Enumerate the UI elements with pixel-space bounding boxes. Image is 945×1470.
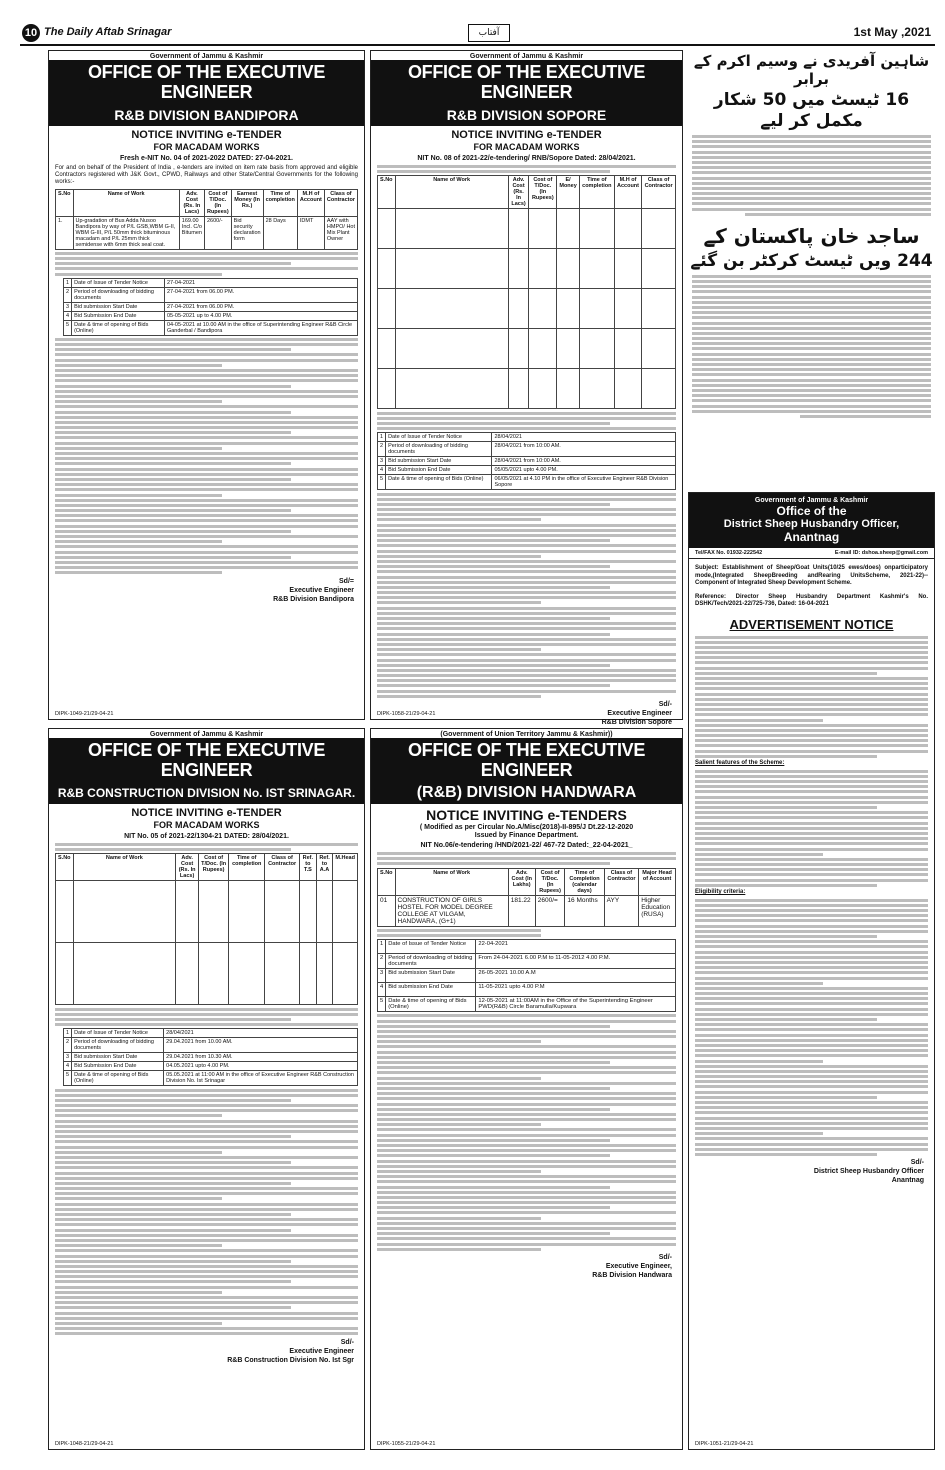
col-header: Class of Contractor [642, 176, 676, 209]
table-row [64, 311, 358, 320]
col-header: S.No [56, 189, 74, 216]
col-header: Major Head of Account [639, 868, 676, 895]
dipk-code: DIPK-1049-21/29-04-21 [55, 711, 114, 717]
table-cell: 169.00 Incl. C/o Bitumen [179, 216, 204, 249]
table-cell: Bid security declaration form [231, 216, 263, 249]
table-cell: 16 Months [565, 895, 604, 926]
notice-heading: NOTICE INVITING e-TENDER [131, 129, 282, 141]
intro-text-block [55, 843, 358, 851]
works-table [55, 189, 358, 250]
works-table [377, 868, 676, 927]
signature-line: Sd/- [658, 1253, 672, 1261]
nit-reference: NIT No. 05 of 2021-22/1304-21 DATED: 28/04/2021. [124, 833, 289, 840]
conditions-text-block [377, 493, 676, 698]
ad-government-line: (Government of Union Territory Jammu & Kashmir)) [440, 731, 613, 738]
dipk-code: DIPK-1058-21/29-04-21 [377, 711, 436, 717]
table-cell: 5 [64, 1071, 72, 1086]
col-header: Class of Contractor [604, 868, 639, 895]
email-address: E-mail ID: dshoa.sheep@gmail.com [834, 550, 928, 556]
ad-subtitle: (R&B) DIVISION HANDWARA [416, 784, 637, 801]
advertisement-sheep-husbandry [688, 492, 935, 1450]
table-row [64, 320, 358, 335]
schedule-table [377, 432, 676, 490]
table-row [64, 302, 358, 311]
table-cell: 5 [378, 475, 386, 490]
table-row [64, 1029, 358, 1038]
signature-block [59, 1338, 354, 1365]
table-cell: 3 [64, 302, 72, 311]
modification-note: ( Modified as per Circular No.A/Misc(2018)-II-895/J Dt.22-12-2020 [419, 824, 634, 831]
conditions-text-block [377, 1014, 676, 1250]
ad-title: OFFICE OF THE EXECUTIVE ENGINEER [407, 740, 646, 780]
signature-block [59, 577, 354, 604]
dipk-code: DIPK-1055-21/29-04-21 [377, 1441, 436, 1447]
signature-title: Executive Engineer [289, 1347, 354, 1355]
table-cell: Bid Submission End Date [72, 311, 165, 320]
table-cell: 2 [64, 1038, 72, 1053]
table-row [378, 457, 676, 466]
col-header: Cost of T/Doc. (In Rupees) [535, 868, 565, 895]
signature-title: District Sheep Husbandry Officer [813, 1168, 924, 1176]
ad-subtitle: R&B DIVISION BANDIPORA [114, 107, 299, 123]
eligibility-list [695, 899, 928, 1156]
newspaper-logo: آفتاب [468, 24, 510, 42]
table-row [378, 940, 676, 954]
table-cell: 29.04.2021 from 10.30 AM. [164, 1053, 358, 1062]
table-cell: 3 [378, 457, 386, 466]
eligibility-heading: Eligibility criteria: [695, 889, 746, 895]
table-cell: 4 [64, 311, 72, 320]
table-row [64, 1062, 358, 1071]
news-headline-3: ساجد خان پاکستان کے [703, 223, 920, 248]
table-cell: Date & time of opening of Bids (Online) [72, 1071, 164, 1086]
ad-government-line: Government of Jammu & Kashmir [149, 731, 264, 738]
col-header: Time of completion [229, 854, 265, 881]
news-body-2 [692, 275, 931, 418]
notice-subheading: FOR MACADAM WORKS [473, 142, 580, 152]
table-row [56, 216, 358, 249]
newspaper-name: The Daily Aftab Srinagar [44, 26, 172, 38]
table-cell: 1 [378, 433, 386, 442]
col-header: Time of completion [579, 176, 614, 209]
page-number: 10 [22, 24, 40, 42]
col-header: Class of Contractor [324, 189, 357, 216]
table-cell: 06/05/2021 at 4.10 PM in the office of Executive Engineer R&B Division Sopore [492, 475, 676, 490]
table-cell: 2 [378, 954, 386, 969]
table-cell: 2600/- [204, 216, 231, 249]
table-cell: 1 [64, 1029, 72, 1038]
salient-features-list [695, 770, 928, 887]
table-cell: Period of downloading of bidding documents [72, 1038, 164, 1053]
dipk-code: DIPK-1048-21/29-04-21 [55, 1441, 114, 1447]
table-cell: 4 [378, 983, 386, 997]
tender-ad-sopore [370, 50, 683, 726]
ad-title-band [49, 60, 364, 126]
col-header: Ref. to T.S [300, 854, 317, 881]
table-cell: 2 [64, 287, 72, 302]
ad-government-line: Government of Jammu & Kashmir [149, 53, 264, 60]
col-header: Class of Contractor [265, 854, 300, 881]
table-row [378, 997, 676, 1012]
signature-office: R&B Division Bandipora [273, 595, 354, 603]
table-cell: 1 [64, 278, 72, 287]
table-cell: 3 [64, 1053, 72, 1062]
table-row [56, 943, 358, 1005]
ad-title: OFFICE OF THE EXECUTIVE ENGINEER [87, 740, 326, 780]
advertisement-notice-heading: ADVERTISEMENT NOTICE [729, 616, 894, 632]
table-row [378, 369, 676, 409]
col-header: Adv. Cost (Rs. In Lacs) [508, 176, 529, 209]
col-header: Earnest Money (In Rs.) [231, 189, 263, 216]
table-cell: Date of Issue of Tender Notice [386, 433, 492, 442]
news-headline-2: 16 ٹیسٹ میں 50 شکار مکمل کر لیے [713, 90, 910, 131]
ad-government-line: Government of Jammu & Kashmir [754, 497, 869, 504]
table-header-row [378, 176, 676, 209]
table-cell: 28/04/2021 from 10:00 AM. [492, 442, 676, 457]
col-header: Name of Work [73, 854, 176, 881]
signature-office: R&B Division Sopore [601, 719, 672, 726]
ad-title-band [371, 738, 682, 804]
urdu-news-column [688, 50, 935, 485]
signature-block [699, 1158, 924, 1185]
table-row [378, 209, 676, 249]
table-row [378, 433, 676, 442]
col-header: Name of Work [395, 176, 508, 209]
table-header-row [56, 854, 358, 881]
table-cell: 22-04-2021 [476, 940, 676, 954]
news-headline-1: شاہین آفریدی نے وسیم اکرم کے برابر [693, 52, 930, 88]
signature-office: R&B Division Handwara [592, 1271, 672, 1279]
table-cell: 28 Days [263, 216, 297, 249]
table-cell: Up-gradation of Bus Adda Nusoo Bandipora by way of P/L GSB,WBM G-II, WBM G-III, P/L 50mm thick bituminous macadam and P/L 25mm thick semidense with 6mm thick seal coat. [73, 216, 179, 249]
col-header: M.Head [333, 854, 358, 881]
signature-office: R&B Construction Division No. Ist Sgr [227, 1356, 354, 1364]
table-cell: 05-05-2021 up to 4.00 PM. [164, 311, 357, 320]
intro-text-block [377, 165, 676, 173]
table-row [378, 475, 676, 490]
table-cell: 01 [378, 895, 396, 926]
table-row [378, 895, 676, 926]
table-cell: 29.04.2021 from 10.00 AM. [164, 1038, 358, 1053]
signature-line: Sd/= [339, 577, 354, 585]
col-header: Ref. to A.A [316, 854, 333, 881]
salient-features-heading: Salient features of the Scheme: [695, 760, 785, 766]
table-row [64, 1071, 358, 1086]
schedule-table [63, 278, 358, 336]
table-cell: 4 [378, 466, 386, 475]
table-cell: Bid submission Start Date [72, 1053, 164, 1062]
table-cell: 28/04/2021 from 10:00 AM. [492, 457, 676, 466]
col-header: E/ Money [557, 176, 580, 209]
table-row [378, 954, 676, 969]
table-cell: 12-05-2021 at 11:00AM in the Office of the Superintending Engineer PWD(R&B) Circle Baramulla/Kupwara [476, 997, 676, 1012]
table-cell: 2 [378, 442, 386, 457]
table-cell: 28/04/2021 [164, 1029, 358, 1038]
col-header: Time of completion [263, 189, 297, 216]
table-cell: 2600/= [535, 895, 565, 926]
col-header: M.H of Account [614, 176, 641, 209]
table-row [378, 442, 676, 457]
table-cell: Bid Submission End Date [386, 466, 492, 475]
conditions-text-block [55, 338, 358, 574]
ad-title: OFFICE OF THE EXECUTIVE ENGINEER [407, 62, 646, 102]
ad-title-band [689, 493, 934, 548]
table-cell: 3 [378, 969, 386, 983]
table-row [378, 289, 676, 329]
news-headline-4: 244 ویں ٹیسٹ کرکٹر بن گئے [690, 250, 933, 271]
signature-line: Sd/- [658, 701, 672, 708]
schedule-table [63, 1028, 358, 1086]
page-header [20, 24, 935, 46]
table-cell: 05.05.2021 at 11:00 AM in the office of Executive Engineer R&B Construction Division No. Ist Srinagar [164, 1071, 358, 1086]
ad-subtitle: R&B DIVISION SOPORE [446, 107, 607, 123]
ad-location: Anantnag [783, 530, 840, 544]
col-header: S.No [56, 854, 74, 881]
table-cell: 5 [378, 997, 386, 1012]
notice-subheading: FOR MACADAM WORKS [153, 820, 260, 830]
body-text-block [55, 1008, 358, 1027]
table-cell: 4 [64, 1062, 72, 1071]
signature-line: Sd/- [340, 1338, 354, 1346]
ad-title-band [371, 60, 682, 126]
table-cell: 1. [56, 216, 74, 249]
table-cell: Higher Education (RUSA) [639, 895, 676, 926]
table-row [56, 881, 358, 943]
ad-title: OFFICE OF THE EXECUTIVE ENGINEER [87, 62, 326, 102]
nit-reference: NIT No.06/e-tendering /HND/2021-22/ 467-72 Dated:_22-04-2021_ [420, 842, 633, 849]
table-cell: CONSTRUCTION OF GIRLS HOSTEL FOR MODEL DEGREE COLLEGE AT VILGAM, HANDWARA, (G+1) [395, 895, 508, 926]
tender-ad-handwara [370, 728, 683, 1450]
tender-ad-srinagar [48, 728, 365, 1450]
notice-heading: NOTICE INVITING e-TENDER [451, 129, 602, 141]
intro-paragraph: For and on behalf of the President of India , e-tenders are invited on item rate basis from approved and eligible Contractors registered with J&K Govt., CPWD, Railways and other State/Central Governments for the following works:- [55, 165, 358, 186]
table-cell: 26-05-2021 10.00 A.M [476, 969, 676, 983]
intro-text-block [377, 852, 676, 865]
signature-title: Executive Engineer [289, 586, 354, 594]
table-cell: 04.05.2021 upto 4.00 PM. [164, 1062, 358, 1071]
nit-reference: Fresh e-NIT No. 04 of 2021-2022 DATED: 27-04-2021. [120, 155, 293, 162]
reference-paragraph: Reference: Director Sheep Husbandry Department Kashmir's No. DSHK/Tech/2021-22/725-736, Dated: 16-04-2021 [695, 593, 928, 607]
table-cell: 27-04-2021 from 06.00 PM. [164, 302, 357, 311]
col-header: Cost of T/Doc. (In Rupees) [529, 176, 557, 209]
col-header: M.H of Account [297, 189, 324, 216]
table-row [378, 969, 676, 983]
ad-subtitle: R&B CONSTRUCTION DIVISION No. IST SRINAGAR. [57, 786, 356, 800]
conditions-text-block [55, 1089, 358, 1336]
table-cell: Date & time of opening of Bids (Online) [386, 475, 492, 490]
signature-line: Sd/- [910, 1159, 924, 1167]
table-cell: Date & time of opening of Bids (Online) [386, 997, 476, 1012]
table-cell: 5 [64, 320, 72, 335]
dipk-code: DIPK-1051-21/29-04-21 [695, 1441, 754, 1447]
table-cell: Date of Issue of Tender Notice [72, 278, 165, 287]
news-body-1 [692, 135, 931, 216]
table-cell: 27-04-2021 from 06.00 PM. [164, 287, 357, 302]
table-cell: Bid Submission End Date [72, 1062, 164, 1071]
signature-title: Executive Engineer, [605, 1262, 672, 1270]
ad-title: Office of the [776, 504, 847, 518]
tel-fax: Tel/FAX No. 01932-222542 [695, 550, 763, 556]
table-cell: Date of Issue of Tender Notice [72, 1029, 164, 1038]
table-header-row [56, 189, 358, 216]
nit-reference: NIT No. 08 of 2021-22/e-tendering/ RNB/Sopore Dated: 28/04/2021. [417, 155, 636, 162]
table-cell: AYY [604, 895, 639, 926]
col-header: Adv. Cost (In Lakhs) [508, 868, 535, 895]
tender-ad-bandipora [48, 50, 365, 720]
col-header: Adv. Cost (Rs. In Lacs) [176, 854, 199, 881]
signature-office: Anantnag [891, 1177, 924, 1185]
table-cell: From 24-04-2021 6.00 P.M to 11-05-2012 4.00 P.M. [476, 954, 676, 969]
col-header: Cost of T/Doc. (In Rupees) [204, 189, 231, 216]
col-header: S.No [378, 868, 396, 895]
ad-subtitle: District Sheep Husbandry Officer, [723, 518, 900, 530]
table-cell: 27-04-2021 [164, 278, 357, 287]
works-table [55, 853, 358, 1005]
table-cell: Bid submission Start Date [386, 969, 476, 983]
table-cell: Period of downloading of bidding documents [386, 954, 476, 969]
table-cell: Bid submission End Date [386, 983, 476, 997]
subject-paragraph: Subject: Establishment of Sheep/Goat Units(10/25 ewes/does) onparticipatory mode,(Integrated SheepBreeding andRearing UnitsScheme, 2021-22)-- Component of Integrated Sheep Development Scheme. [695, 565, 928, 586]
table-row [378, 329, 676, 369]
notice-subheading: FOR MACADAM WORKS [153, 142, 260, 152]
notice-heading: NOTICE INVITING e-TENDERS [426, 807, 627, 823]
table-cell: Period of downloading of bidding documents [72, 287, 165, 302]
table-row [64, 1053, 358, 1062]
table-cell: Bid submission Start Date [386, 457, 492, 466]
works-table [377, 175, 676, 409]
issued-by: Issued by Finance Department. [474, 832, 579, 839]
table-row [378, 466, 676, 475]
schedule-table [377, 939, 676, 1012]
table-cell: Date & time of opening of Bids (Online) [72, 320, 165, 335]
ad-government-line: Government of Jammu & Kashmir [469, 53, 584, 60]
table-cell: 11-05-2021 upto 4.00 P.M [476, 983, 676, 997]
table-cell: Date of Issue of Tender Notice [386, 940, 476, 954]
body-text-block [377, 929, 676, 937]
col-header: S.No [378, 176, 396, 209]
table-row [64, 287, 358, 302]
col-header: Name of Work [395, 868, 508, 895]
col-header: Adv. Cost (Rs. In Lacs) [179, 189, 204, 216]
body-text-block [377, 412, 676, 431]
table-row [64, 1038, 358, 1053]
col-header: Cost of T/Doc. (In Rupees) [199, 854, 229, 881]
col-header: Time of Completion (calendar days) [565, 868, 604, 895]
body-text-block [55, 252, 358, 276]
application-text-block [695, 636, 928, 758]
table-cell: Bid submission Start Date [72, 302, 165, 311]
table-cell: AAY with HMPO/ Hot Mix Plant Owner [324, 216, 357, 249]
signature-title: Executive Engineer [607, 710, 672, 717]
table-row [378, 983, 676, 997]
table-cell: IDMT [297, 216, 324, 249]
col-header: Name of Work [73, 189, 179, 216]
table-row [64, 278, 358, 287]
table-cell: Period of downloading of bidding documents [386, 442, 492, 457]
table-header-row [378, 868, 676, 895]
ad-title-band [49, 738, 364, 804]
contact-line [689, 548, 934, 559]
issue-date: 1st May ,2021 [853, 25, 931, 39]
table-cell: 1 [378, 940, 386, 954]
table-cell: 181.22 [508, 895, 535, 926]
table-cell: 05/05/2021 upto 4.00 PM. [492, 466, 676, 475]
signature-block [381, 1253, 672, 1280]
table-cell: 04-05-2021 at 10.00 AM in the office of Superintending Engineer R&B Circle Ganderbal / Bandipora [164, 320, 357, 335]
table-row [378, 249, 676, 289]
notice-heading: NOTICE INVITING e-TENDER [131, 807, 282, 819]
table-cell: 28/04/2021 [492, 433, 676, 442]
